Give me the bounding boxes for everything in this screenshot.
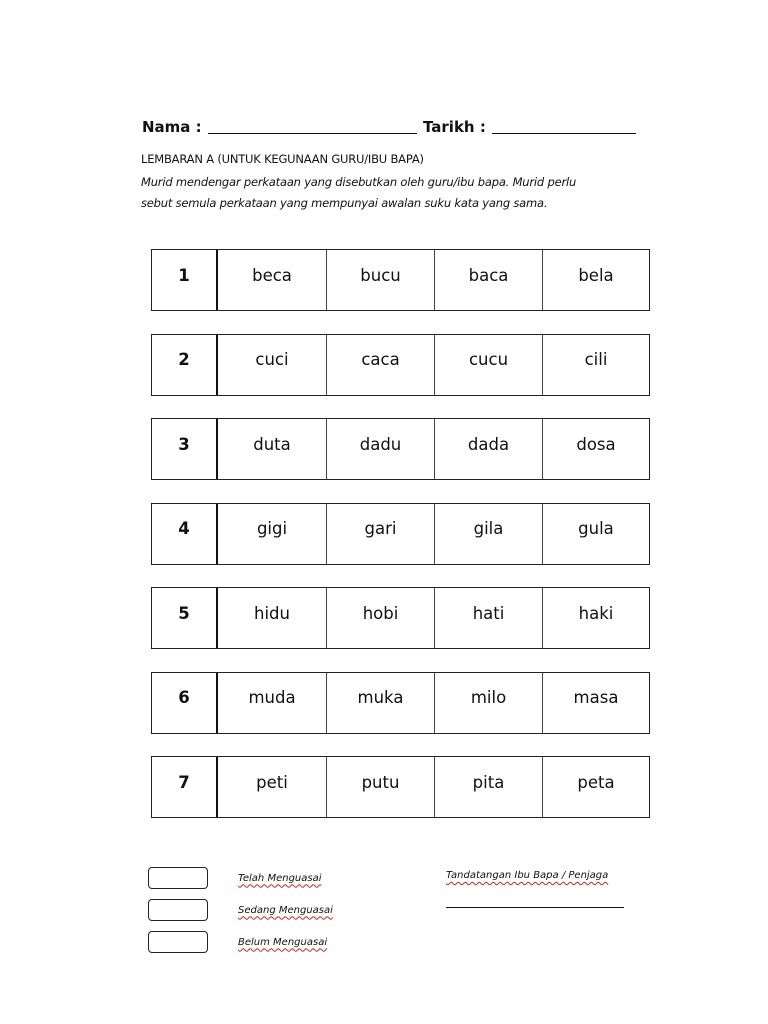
row-number: 3 [152,419,218,479]
word-row [151,334,650,396]
word-row [151,418,650,480]
legend-item [148,866,333,890]
mastery-checkbox[interactable] [148,867,208,889]
word-cell: cili [542,335,649,395]
word-cell: gula [542,504,649,564]
word-cell: masa [542,673,649,733]
instructions-line-2: sebut semula perkataan yang mempunyai awalan suku kata yang sama. [141,196,548,210]
legend-item [148,898,333,922]
word-cell: muda [248,688,296,707]
legend-label: Telah Menguasai [238,872,322,884]
legend-label: Belum Menguasai [238,936,328,948]
row-number: 7 [152,757,218,817]
word-row [151,756,650,818]
word-cell: dadu [326,419,434,479]
name-field[interactable] [208,119,417,134]
word-cell: hidu [254,603,290,623]
mastery-checkbox[interactable] [148,931,208,953]
word-cell: gigi [256,519,288,538]
word-cell: peti [256,772,288,792]
word-cell: peta [542,757,649,817]
row-number: 4 [152,504,218,564]
word-cell: duta [253,434,291,454]
word-cell: putu [326,757,434,817]
word-cell: hobi [326,588,434,648]
row-number: 2 [152,335,218,395]
word-cell: cucu [434,335,542,395]
legend-item [148,930,333,954]
date-label: Tarikh : [422,118,486,136]
word-cell: caca [326,335,434,395]
row-number: 5 [152,588,218,648]
signature-block [446,870,646,908]
word-cell: bela [542,250,649,310]
word-cell: cuci [255,350,289,369]
instructions [141,172,661,214]
word-cell: milo [434,673,542,733]
legend-label: Sedang Menguasai [238,904,333,916]
row-number: 6 [152,673,218,733]
word-row [151,672,650,734]
word-cell: muka [326,673,434,733]
word-cell: hati [434,588,542,648]
word-row [151,587,650,649]
date-field[interactable] [492,119,636,134]
word-rows [151,249,650,841]
instructions-line-1: Murid mendengar perkataan yang disebutkan oleh guru/ibu bapa. Murid perlu [141,175,577,189]
word-cell: beca [252,265,292,285]
word-cell: dosa [542,419,649,479]
word-cell: gila [434,504,542,564]
mastery-checkbox[interactable] [148,899,208,921]
word-cell: dada [434,419,542,479]
word-cell: gari [326,504,434,564]
name-label: Nama : [142,118,202,136]
word-row [151,249,650,311]
row-number: 1 [152,250,218,310]
signature-line[interactable] [446,907,624,908]
word-row [151,503,650,565]
word-cell: haki [542,588,649,648]
word-cell: bucu [326,250,434,310]
word-cell: baca [434,250,542,310]
mastery-legend [148,866,333,962]
name-date-line [142,112,642,136]
word-cell: pita [434,757,542,817]
worksheet-heading: LEMBARAN A (UNTUK KEGUNAAN GURU/IBU BAPA) [141,152,424,166]
signature-label: Tandatangan Ibu Bapa / Penjaga [446,870,609,881]
